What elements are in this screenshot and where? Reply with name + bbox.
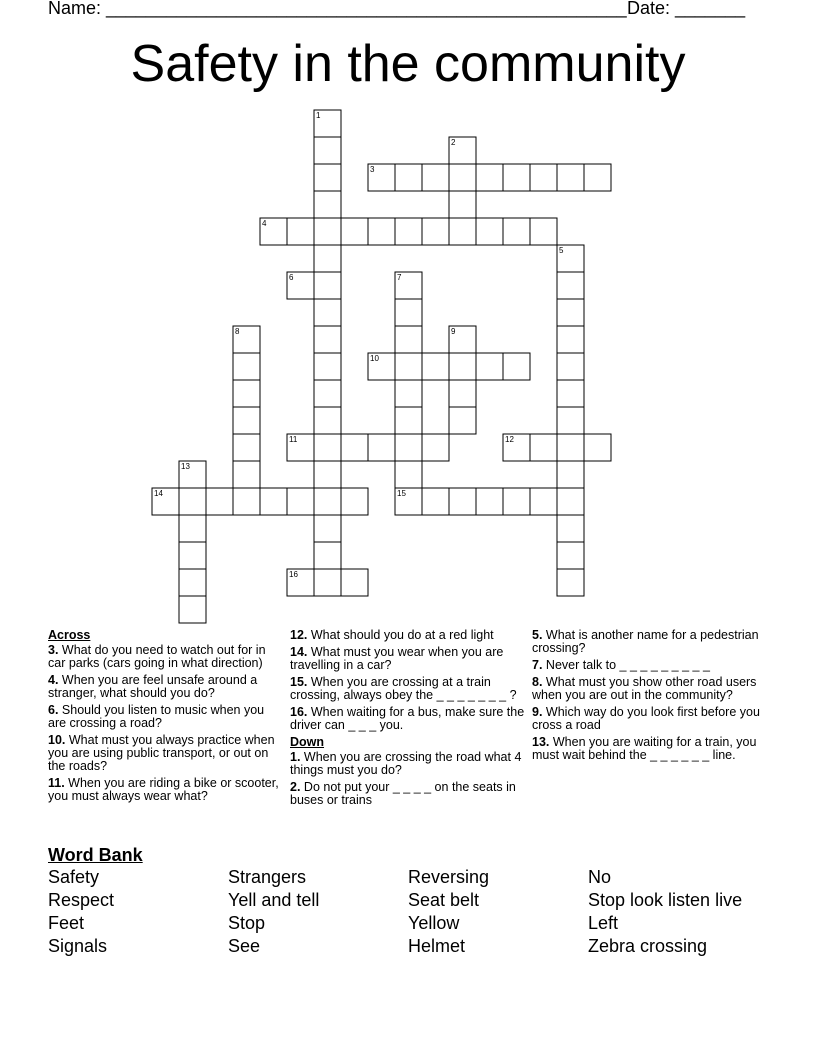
grid-clue-number: 10 (370, 354, 379, 363)
grid-cell[interactable] (233, 461, 260, 488)
grid-cell[interactable] (557, 164, 584, 191)
grid-cell[interactable] (476, 164, 503, 191)
grid-cell[interactable] (557, 407, 584, 434)
grid-clue-number: 1 (316, 111, 321, 120)
grid-cell[interactable] (179, 596, 206, 623)
grid-cell[interactable] (314, 191, 341, 218)
grid-cell[interactable] (476, 353, 503, 380)
grid-cell[interactable] (503, 218, 530, 245)
grid-cell[interactable] (206, 488, 233, 515)
grid-cell[interactable] (503, 488, 530, 515)
word-bank-item: Safety (48, 867, 100, 887)
grid-cell[interactable] (584, 164, 611, 191)
grid-cell[interactable] (557, 461, 584, 488)
grid-cell[interactable] (557, 569, 584, 596)
grid-cell[interactable] (395, 218, 422, 245)
grid-cell[interactable] (530, 434, 557, 461)
word-bank-item: Feet (48, 913, 85, 933)
grid-cell[interactable] (449, 191, 476, 218)
clues-column-2 (290, 629, 526, 811)
grid-cell[interactable] (179, 515, 206, 542)
grid-cell[interactable] (557, 326, 584, 353)
grid-clue-number: 7 (397, 273, 402, 282)
grid-cell[interactable] (449, 218, 476, 245)
page-title: Safety in the community (130, 35, 686, 93)
down-clues-column-3 (532, 629, 760, 766)
grid-cell[interactable] (314, 326, 341, 353)
across-heading: Across (48, 628, 91, 642)
clue-across-16: 16. When waiting for a bus, make sure the driver can _ _ _ you. (290, 705, 525, 732)
grid-cell[interactable] (422, 353, 449, 380)
grid-clue-number: 12 (505, 435, 514, 444)
word-bank-item: Yellow (408, 913, 460, 933)
grid-cell[interactable] (449, 353, 476, 380)
word-bank-item: Yell and tell (228, 890, 320, 910)
grid-cell[interactable] (368, 434, 395, 461)
grid-cell[interactable] (260, 488, 287, 515)
word-bank-item: See (228, 936, 261, 956)
grid-cell[interactable] (422, 164, 449, 191)
grid-clue-number: 14 (154, 489, 163, 498)
grid-cell[interactable] (395, 434, 422, 461)
grid-cell[interactable] (449, 380, 476, 407)
clue-across-6: 6. Should you listen to music when you are crossing a road? (48, 703, 265, 730)
grid-clue-number: 2 (451, 138, 456, 147)
name-field-label: Name: ____________________________________________________ (48, 0, 627, 18)
grid-cell[interactable] (557, 299, 584, 326)
clue-down-2: 2. Do not put your _ _ _ _ on the seats in buses or trains (290, 780, 516, 807)
grid-cell[interactable] (557, 488, 584, 515)
grid-cell[interactable] (557, 272, 584, 299)
grid-cell[interactable] (314, 488, 341, 515)
grid-cell[interactable] (422, 218, 449, 245)
grid-cell[interactable] (314, 272, 341, 299)
word-bank-item: No (588, 867, 612, 887)
grid-cell[interactable] (314, 461, 341, 488)
grid-cell[interactable] (233, 353, 260, 380)
grid-cell[interactable] (314, 218, 341, 245)
grid-clue-number: 3 (370, 165, 375, 174)
grid-cell[interactable] (449, 488, 476, 515)
clue-down-1: 1. When you are crossing the road what 4 things must you do? (290, 750, 522, 777)
grid-cell[interactable] (314, 434, 341, 461)
grid-cell[interactable] (584, 434, 611, 461)
grid-cell[interactable] (314, 299, 341, 326)
grid-cell[interactable] (179, 542, 206, 569)
word-bank-item: Reversing (408, 867, 490, 887)
clue-down-8: 8. What must you show other road users when you are out in the community? (532, 675, 757, 702)
grid-cell[interactable] (341, 218, 368, 245)
grid-cell[interactable] (503, 353, 530, 380)
grid-cell[interactable] (233, 407, 260, 434)
grid-cell[interactable] (314, 515, 341, 542)
down-heading: Down (290, 735, 325, 749)
grid-cell[interactable] (557, 542, 584, 569)
grid-cell[interactable] (557, 515, 584, 542)
grid-cell[interactable] (395, 461, 422, 488)
clue-across-12: 12. What should you do at a red light (290, 628, 494, 642)
grid-cell[interactable] (314, 164, 341, 191)
word-bank-item: Left (588, 913, 619, 933)
across-clues-column-1 (48, 629, 284, 807)
grid-cell[interactable] (287, 488, 314, 515)
grid-clue-number: 9 (451, 327, 456, 336)
grid-cell[interactable] (314, 542, 341, 569)
grid-clue-number: 4 (262, 219, 267, 228)
grid-cell[interactable] (449, 407, 476, 434)
grid-clue-number: 8 (235, 327, 240, 336)
grid-cell[interactable] (422, 488, 449, 515)
clue-across-10: 10. What must you always practice when you are using public transport, or out on the roads? (48, 733, 275, 773)
grid-cell[interactable] (476, 218, 503, 245)
grid-cell[interactable] (314, 380, 341, 407)
grid-cell[interactable] (530, 488, 557, 515)
clue-down-9: 9. Which way do you look first before you cross a road (532, 705, 760, 732)
word-bank-item: Strangers (228, 867, 307, 887)
grid-cell[interactable] (395, 299, 422, 326)
grid-clue-number: 11 (289, 435, 298, 444)
word-bank-heading: Word Bank (48, 845, 143, 865)
word-bank-item: Helmet (408, 936, 466, 956)
grid-cell[interactable] (314, 353, 341, 380)
clue-across-11: 11. When you are riding a bike or scooter, you must always wear what? (48, 776, 279, 803)
grid-cell[interactable] (395, 407, 422, 434)
grid-cell[interactable] (368, 218, 395, 245)
grid-cell[interactable] (341, 569, 368, 596)
grid-cell[interactable] (341, 488, 368, 515)
word-bank-item: Signals (48, 936, 108, 956)
grid-cell[interactable] (395, 380, 422, 407)
grid-cell[interactable] (395, 164, 422, 191)
grid-cell[interactable] (503, 164, 530, 191)
grid-cell[interactable] (179, 569, 206, 596)
grid-cell[interactable] (395, 353, 422, 380)
grid-clue-number: 13 (181, 462, 190, 471)
clue-across-14: 14. What must you wear when you are travelling in a car? (290, 645, 504, 672)
grid-cell[interactable] (557, 380, 584, 407)
clue-down-5: 5. What is another name for a pedestrian crossing? (532, 628, 759, 655)
grid-cell[interactable] (530, 218, 557, 245)
grid-cell[interactable] (179, 488, 206, 515)
grid-cell[interactable] (476, 488, 503, 515)
grid-cell[interactable] (314, 569, 341, 596)
grid-cell[interactable] (341, 434, 368, 461)
word-bank-item: Stop look listen live (588, 890, 743, 910)
grid-cell[interactable] (314, 137, 341, 164)
clue-down-7: 7. Never talk to _ _ _ _ _ _ _ _ _ (532, 658, 710, 672)
grid-clue-number: 15 (397, 489, 406, 498)
grid-clue-number: 6 (289, 273, 294, 282)
grid-cell[interactable] (557, 434, 584, 461)
grid-cell[interactable] (233, 380, 260, 407)
grid-clue-number: 5 (559, 246, 564, 255)
grid-clue-number: 16 (289, 570, 298, 579)
grid-cell[interactable] (314, 245, 341, 272)
grid-cell[interactable] (449, 164, 476, 191)
word-bank-item: Zebra crossing (588, 936, 708, 956)
clue-across-15: 15. When you are crossing at a train crossing, always obey the _ _ _ _ _ _ _ ? (290, 675, 517, 702)
grid-cell[interactable] (557, 353, 584, 380)
grid-cell[interactable] (233, 434, 260, 461)
word-bank-item: Seat belt (408, 890, 480, 910)
date-field-label: Date: _______ (627, 0, 746, 18)
grid-cell[interactable] (314, 407, 341, 434)
clue-down-13: 13. When you are waiting for a train, you must wait behind the _ _ _ _ _ _ line. (532, 735, 757, 762)
clue-across-3: 3. What do you need to watch out for in car parks (cars going in what direction) (48, 643, 266, 670)
clue-across-4: 4. When you are feel unsafe around a stranger, what should you do? (48, 673, 258, 700)
grid-cell[interactable] (395, 326, 422, 353)
word-bank-item: Respect (48, 890, 115, 910)
grid-cell[interactable] (287, 218, 314, 245)
word-bank-item: Stop (228, 913, 266, 933)
grid-cell[interactable] (530, 164, 557, 191)
grid-cell[interactable] (422, 434, 449, 461)
grid-cell[interactable] (233, 488, 260, 515)
